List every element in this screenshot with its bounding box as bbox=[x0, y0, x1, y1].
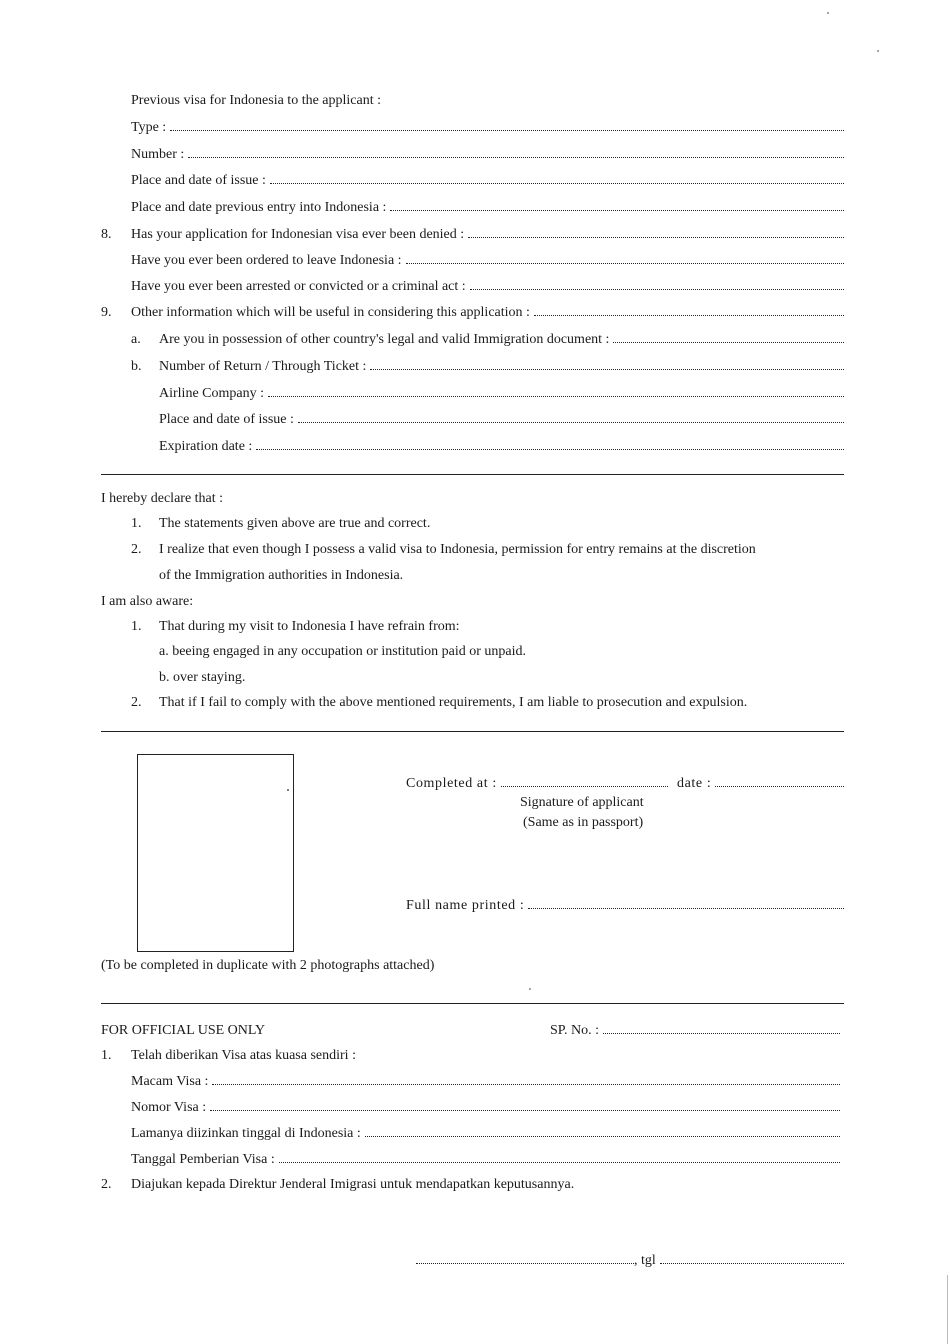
lamanya-tinggal-input[interactable] bbox=[365, 1124, 840, 1137]
official-item-1-marker: 1. bbox=[101, 1048, 112, 1063]
photo-box[interactable] bbox=[137, 754, 294, 952]
signature-note: (Same as in passport) bbox=[523, 815, 644, 830]
other-information-field[interactable] bbox=[131, 303, 844, 323]
stray-mark bbox=[827, 12, 829, 14]
airline-company-field[interactable] bbox=[159, 384, 844, 404]
previous-visa-number-field[interactable] bbox=[131, 145, 844, 165]
expiration-date-label: Expiration date : bbox=[159, 439, 253, 454]
photo-note: (To be completed in duplicate with 2 photographs attached) bbox=[101, 958, 435, 973]
previous-entry-field[interactable] bbox=[131, 198, 844, 218]
ordered-to-leave-input[interactable] bbox=[406, 251, 844, 264]
previous-visa-heading: Previous visa for Indonesia to the applicant : bbox=[131, 93, 381, 108]
awareness-heading: I am also aware: bbox=[101, 594, 194, 609]
stray-mark bbox=[529, 988, 531, 990]
declaration-item-2-marker: 2. bbox=[131, 542, 142, 557]
signature-label: Signature of applicant bbox=[520, 795, 644, 810]
sp-number-input[interactable] bbox=[603, 1021, 840, 1034]
tanggal-pemberian-input[interactable] bbox=[279, 1150, 840, 1163]
declaration-item-1-marker: 1. bbox=[131, 516, 142, 531]
airline-company-input[interactable] bbox=[268, 384, 844, 397]
return-ticket-label: Number of Return / Through Ticket : bbox=[159, 359, 367, 374]
nomor-visa-input[interactable] bbox=[210, 1098, 840, 1111]
section-divider bbox=[101, 731, 844, 732]
date-label: date : bbox=[677, 776, 712, 791]
previous-visa-type-label: Type : bbox=[131, 120, 167, 135]
previous-entry-label: Place and date previous entry into Indonesia : bbox=[131, 200, 387, 215]
lamanya-tinggal-label: Lamanya diizinkan tinggal di Indonesia : bbox=[131, 1126, 361, 1141]
sp-number-label: SP. No. : bbox=[550, 1023, 600, 1038]
airline-company-label: Airline Company : bbox=[159, 386, 264, 401]
official-item-1-text: Telah diberikan Visa atas kuasa sendiri : bbox=[131, 1048, 356, 1063]
other-immigration-document-field[interactable] bbox=[159, 330, 844, 350]
previous-visa-type-input[interactable] bbox=[170, 118, 844, 131]
arrested-input[interactable] bbox=[470, 277, 844, 290]
visa-denied-input[interactable] bbox=[468, 225, 844, 238]
question-9a-marker: a. bbox=[131, 332, 141, 347]
nomor-visa-field[interactable] bbox=[131, 1098, 840, 1118]
declaration-item-2-text: I realize that even though I possess a valid visa to Indonesia, permission for entry remains at the discretion bbox=[159, 542, 756, 557]
tanggal-pemberian-field[interactable] bbox=[131, 1150, 840, 1170]
full-name-label: Full name printed : bbox=[406, 898, 525, 913]
date-field[interactable] bbox=[677, 774, 844, 794]
macam-visa-field[interactable] bbox=[131, 1072, 840, 1092]
ticket-issue-label: Place and date of issue : bbox=[159, 412, 294, 427]
ordered-to-leave-field[interactable] bbox=[131, 251, 844, 271]
previous-visa-number-label: Number : bbox=[131, 147, 185, 162]
other-immigration-document-label: Are you in possession of other country's legal and valid Immigration document : bbox=[159, 332, 610, 347]
lamanya-tinggal-field[interactable] bbox=[131, 1124, 840, 1144]
ordered-to-leave-label: Have you ever been ordered to leave Indonesia : bbox=[131, 253, 402, 268]
awareness-item-2-text: That if I fail to comply with the above mentioned requirements, I am liable to prosecution and expulsion. bbox=[159, 695, 748, 710]
sp-number-field[interactable] bbox=[550, 1021, 840, 1041]
other-information-input[interactable] bbox=[534, 303, 844, 316]
scan-edge bbox=[947, 1275, 948, 1344]
awareness-item-1-marker: 1. bbox=[131, 619, 142, 634]
macam-visa-input[interactable] bbox=[212, 1072, 840, 1085]
section-divider bbox=[101, 1003, 844, 1004]
ticket-issue-input[interactable] bbox=[298, 410, 844, 423]
declaration-item-2-continuation: of the Immigration authorities in Indonesia. bbox=[159, 568, 404, 583]
previous-visa-number-input[interactable] bbox=[188, 145, 844, 158]
return-ticket-field[interactable] bbox=[159, 357, 844, 377]
previous-visa-issue-field[interactable] bbox=[131, 171, 844, 191]
ticket-issue-field[interactable] bbox=[159, 410, 844, 430]
declaration-item-1-text: The statements given above are true and correct. bbox=[159, 516, 431, 531]
arrested-field[interactable] bbox=[131, 277, 844, 297]
awareness-item-1b: b. over staying. bbox=[159, 670, 246, 685]
other-information-label: Other information which will be useful in considering this application : bbox=[131, 305, 530, 320]
place-date-separator: , tgl bbox=[634, 1253, 656, 1268]
previous-visa-issue-input[interactable] bbox=[270, 171, 844, 184]
previous-visa-issue-label: Place and date of issue : bbox=[131, 173, 266, 188]
question-9b-marker: b. bbox=[131, 359, 142, 374]
full-name-input[interactable] bbox=[528, 896, 844, 909]
awareness-item-1a: a. beeing engaged in any occupation or institution paid or unpaid. bbox=[159, 644, 527, 659]
question-8-number: 8. bbox=[101, 227, 112, 242]
arrested-label: Have you ever been arrested or convicted or a criminal act : bbox=[131, 279, 466, 294]
visa-denied-label: Has your application for Indonesian visa ever been denied : bbox=[131, 227, 465, 242]
visa-denied-field[interactable] bbox=[131, 225, 844, 245]
tgl-input[interactable] bbox=[660, 1251, 844, 1264]
photo-mark bbox=[287, 789, 289, 791]
expiration-date-field[interactable] bbox=[159, 437, 844, 457]
nomor-visa-label: Nomor Visa : bbox=[131, 1100, 207, 1115]
completed-at-field[interactable] bbox=[406, 774, 668, 794]
official-use-heading: FOR OFFICIAL USE ONLY bbox=[101, 1023, 266, 1038]
question-9-number: 9. bbox=[101, 305, 112, 320]
official-item-2-text: Diajukan kepada Direktur Jenderal Imigrasi untuk mendapatkan keputusannya. bbox=[131, 1177, 575, 1192]
awareness-item-1-text: That during my visit to Indonesia I have refrain from: bbox=[159, 619, 460, 634]
expiration-date-input[interactable] bbox=[256, 437, 844, 450]
awareness-item-2-marker: 2. bbox=[131, 695, 142, 710]
stray-mark bbox=[877, 50, 879, 52]
full-name-field[interactable] bbox=[406, 896, 844, 916]
place-date-field[interactable] bbox=[416, 1251, 844, 1271]
macam-visa-label: Macam Visa : bbox=[131, 1074, 209, 1089]
place-input[interactable] bbox=[416, 1251, 634, 1264]
tanggal-pemberian-label: Tanggal Pemberian Visa : bbox=[131, 1152, 275, 1167]
section-divider bbox=[101, 474, 844, 475]
declaration-heading: I hereby declare that : bbox=[101, 491, 224, 506]
return-ticket-input[interactable] bbox=[370, 357, 844, 370]
completed-at-input[interactable] bbox=[501, 774, 668, 787]
other-immigration-document-input[interactable] bbox=[613, 330, 844, 343]
previous-visa-type-field[interactable] bbox=[131, 118, 844, 138]
completed-at-label: Completed at : bbox=[406, 776, 497, 791]
official-item-2-marker: 2. bbox=[101, 1177, 112, 1192]
previous-entry-input[interactable] bbox=[390, 198, 844, 211]
date-input[interactable] bbox=[715, 774, 844, 787]
